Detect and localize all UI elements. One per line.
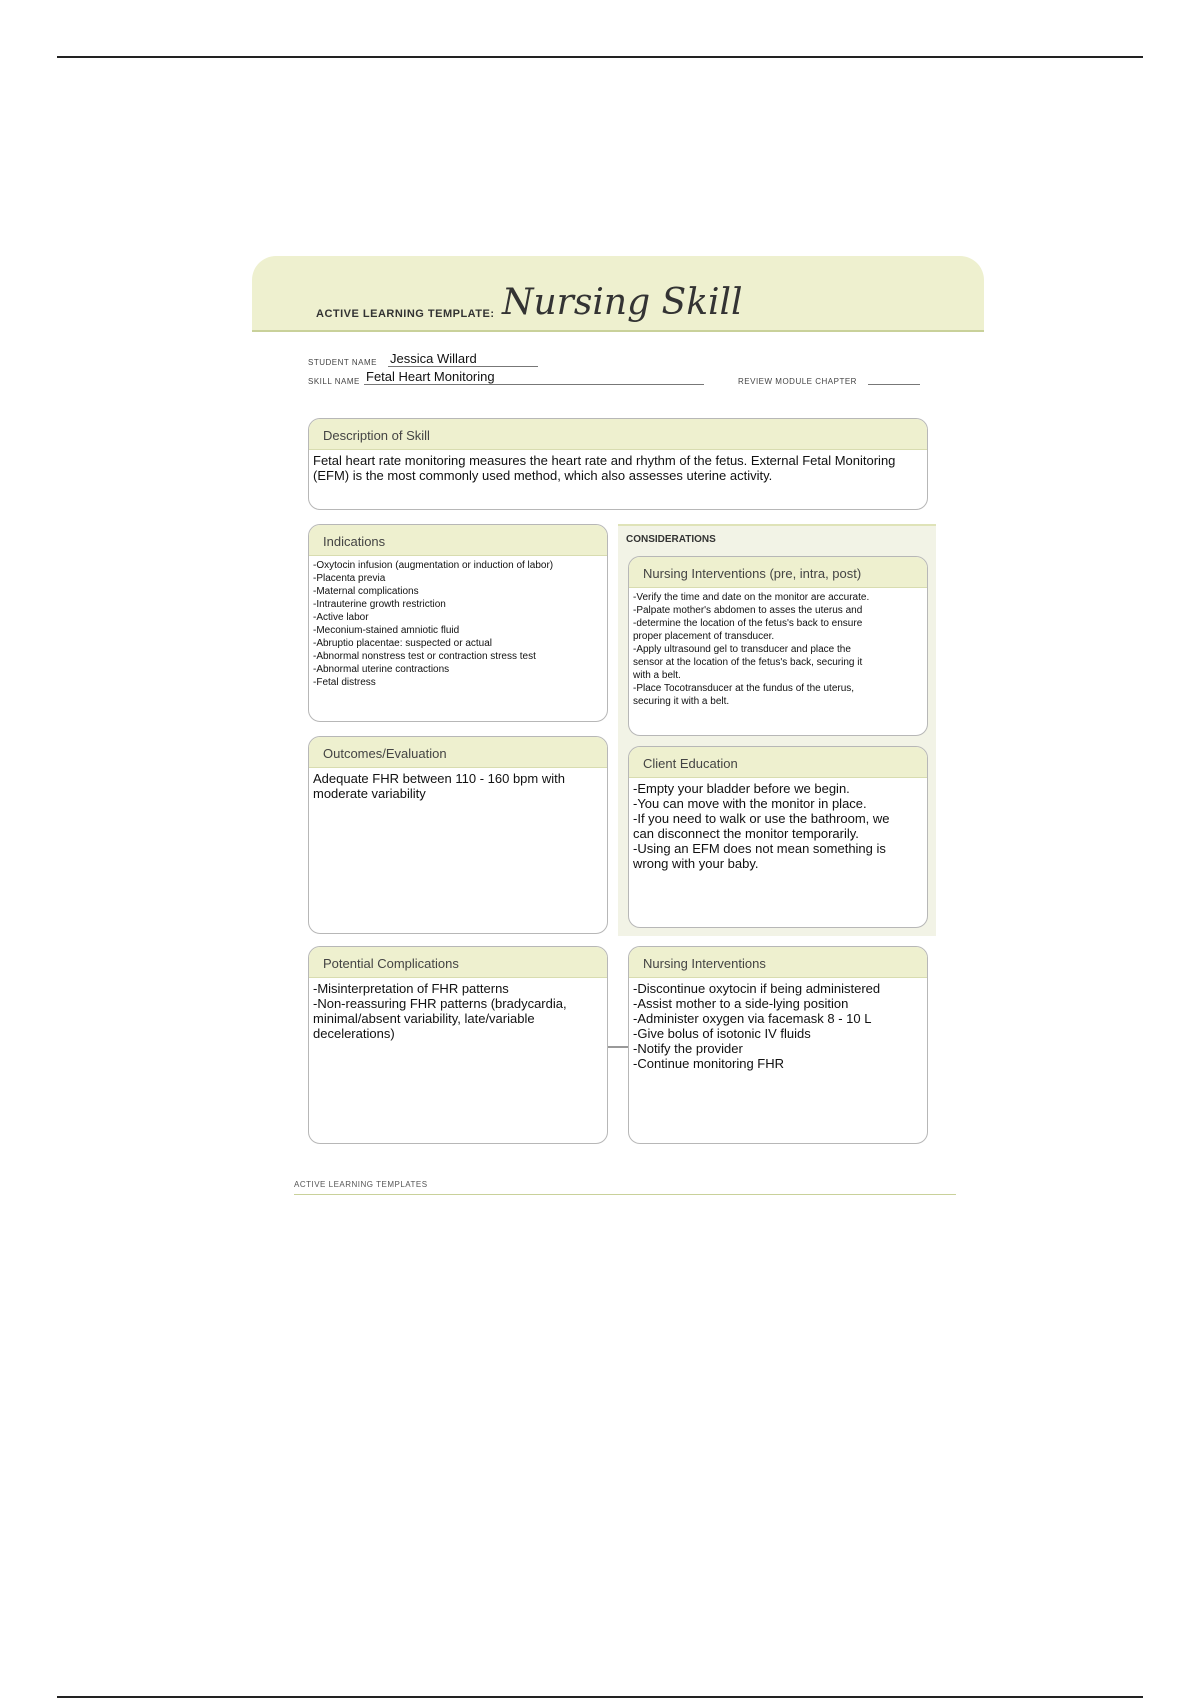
indications-box bbox=[308, 524, 608, 722]
list-item: -Abruptio placentae: suspected or actual bbox=[313, 638, 492, 649]
list-item: -Active labor bbox=[313, 612, 369, 623]
list-item: -Intrauterine growth restriction bbox=[313, 599, 446, 610]
nursing-interventions-list bbox=[629, 978, 927, 1074]
list-item: -Misinterpretation of FHR patterns bbox=[313, 981, 509, 996]
client-education-list bbox=[629, 778, 927, 874]
footer-rule bbox=[294, 1194, 956, 1195]
list-item: -Apply ultrasound gel to transducer and place the bbox=[633, 644, 851, 655]
template-prefix: ACTIVE LEARNING TEMPLATE: bbox=[316, 308, 495, 320]
list-item: wrong with your baby. bbox=[633, 856, 759, 871]
page-bottom-rule bbox=[57, 1696, 1143, 1698]
nursing-interventions-pre-list bbox=[629, 588, 927, 711]
indications-heading: Indications bbox=[309, 525, 607, 556]
page-top-rule bbox=[57, 56, 1143, 58]
complications-heading: Potential Complications bbox=[309, 947, 607, 978]
client-education-heading: Client Education bbox=[629, 747, 927, 778]
outcomes-heading: Outcomes/Evaluation bbox=[309, 737, 607, 768]
list-item: -If you need to walk or use the bathroom, we bbox=[633, 811, 890, 826]
list-item: -Abnormal nonstress test or contraction stress test bbox=[313, 651, 536, 662]
template-footer: ACTIVE LEARNING TEMPLATES bbox=[294, 1180, 428, 1189]
list-item: -Give bolus of isotonic IV fluids bbox=[633, 1026, 811, 1041]
template-header bbox=[252, 256, 984, 332]
list-item: with a belt. bbox=[633, 670, 681, 681]
list-item: -Place Tocotransducer at the fundus of the uterus, bbox=[633, 683, 855, 694]
list-item: -You can move with the monitor in place. bbox=[633, 796, 867, 811]
list-item: -Continue monitoring FHR bbox=[633, 1056, 785, 1071]
list-item: -Oxytocin infusion (augmentation or induction of labor) bbox=[313, 560, 554, 571]
indications-list bbox=[309, 556, 607, 692]
list-item: -Maternal complications bbox=[313, 586, 419, 597]
outcomes-box bbox=[308, 736, 608, 934]
review-module-line bbox=[868, 384, 920, 385]
student-name-line bbox=[388, 366, 538, 367]
list-item: -Discontinue oxytocin if being administered bbox=[633, 981, 881, 996]
connector-line bbox=[608, 1046, 630, 1048]
outcomes-list bbox=[309, 768, 607, 804]
skill-name-value: Fetal Heart Monitoring bbox=[366, 369, 495, 384]
skill-name-label: SKILL NAME bbox=[308, 377, 360, 386]
list-item: -Meconium-stained amniotic fluid bbox=[313, 625, 460, 636]
complications-box bbox=[308, 946, 608, 1144]
list-item: proper placement of transducer. bbox=[633, 631, 775, 642]
skill-name-line bbox=[364, 384, 704, 385]
review-module-label: REVIEW MODULE CHAPTER bbox=[738, 377, 857, 386]
list-item: -determine the location of the fetus's back to ensure bbox=[633, 618, 863, 629]
list-item: Adequate FHR between 110 - 160 bpm with bbox=[313, 771, 565, 786]
list-item: minimal/absent variability, late/variable bbox=[313, 1011, 535, 1026]
list-item: -Verify the time and date on the monitor are accurate. bbox=[633, 592, 870, 603]
complications-list bbox=[309, 978, 607, 1044]
list-item: -Placenta previa bbox=[313, 573, 386, 584]
list-item: -Empty your bladder before we begin. bbox=[633, 781, 850, 796]
nursing-interventions-pre-heading: Nursing Interventions (pre, intra, post) bbox=[629, 557, 927, 588]
list-item: decelerations) bbox=[313, 1026, 395, 1041]
list-item: moderate variability bbox=[313, 786, 426, 801]
client-education-box bbox=[628, 746, 928, 928]
list-item: sensor at the location of the fetus's back, securing it bbox=[633, 657, 863, 668]
template-title: Nursing Skill bbox=[502, 282, 743, 323]
nursing-skill-template bbox=[252, 256, 984, 1189]
list-item: -Administer oxygen via facemask 8 - 10 L bbox=[633, 1011, 872, 1026]
considerations-label: CONSIDERATIONS bbox=[626, 534, 716, 545]
list-item: can disconnect the monitor temporarily. bbox=[633, 826, 859, 841]
description-text: Fetal heart rate monitoring measures the heart rate and rhythm of the fetus. External Fetal Monitoring (EFM) is the most commonly used method, which also assesses uterine activity. bbox=[313, 453, 896, 483]
list-item: -Fetal distress bbox=[313, 677, 376, 688]
list-item: -Notify the provider bbox=[633, 1041, 743, 1056]
list-item: -Palpate mother's abdomen to asses the uterus and bbox=[633, 605, 863, 616]
nursing-interventions-pre-box bbox=[628, 556, 928, 736]
description-heading: Description of Skill bbox=[309, 419, 927, 450]
student-name-label: STUDENT NAME bbox=[308, 358, 377, 367]
nursing-interventions-box bbox=[628, 946, 928, 1144]
student-name-value: Jessica Willard bbox=[390, 351, 477, 366]
list-item: -Non-reassuring FHR patterns (bradycardia, bbox=[313, 996, 567, 1011]
description-box bbox=[308, 418, 928, 510]
list-item: -Abnormal uterine contractions bbox=[313, 664, 450, 675]
list-item: -Using an EFM does not mean something is bbox=[633, 841, 886, 856]
nursing-interventions-heading: Nursing Interventions bbox=[629, 947, 927, 978]
list-item: -Assist mother to a side-lying position bbox=[633, 996, 849, 1011]
list-item: securing it with a belt. bbox=[633, 696, 730, 707]
